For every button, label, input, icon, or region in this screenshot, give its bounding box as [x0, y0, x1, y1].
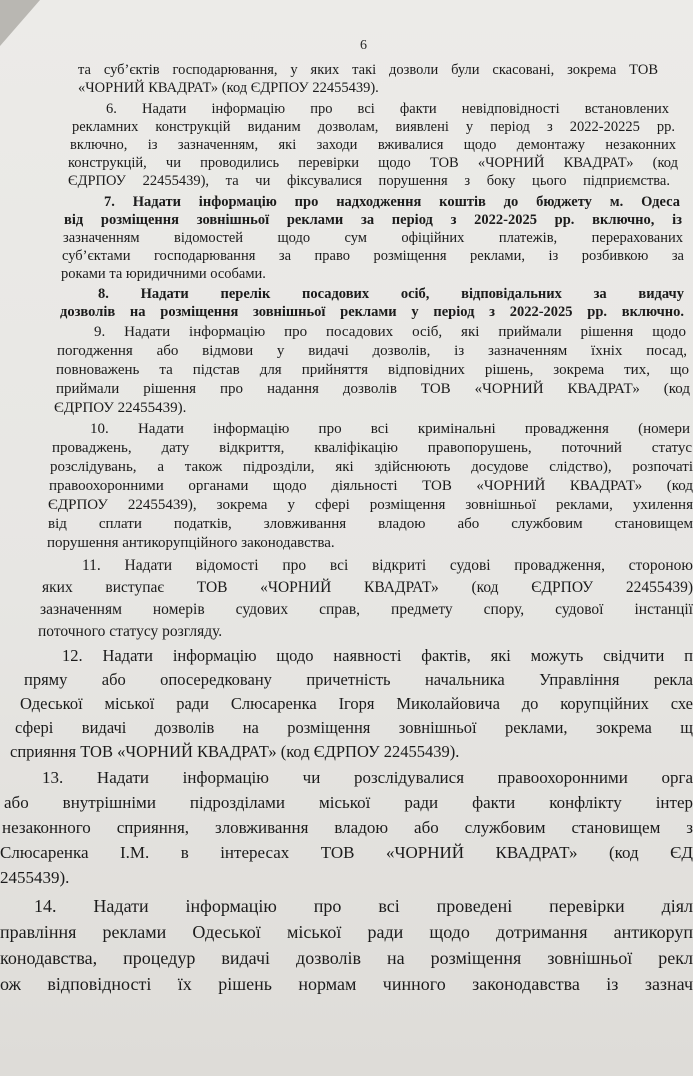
line-24: ЄДРПОУ 22455439), зокрема у сфері розміщення зовнішньої реклами, ухилення — [48, 497, 693, 513]
line-28: яких виступає ТОВ «ЧОРНИЙ КВАДРАТ» (код ЄДРПОУ 22455439) — [42, 579, 693, 596]
line-12: роками та юридичними особами. — [61, 266, 266, 282]
line-27: 11. Надати відомості про всі відкриті судові провадження, стороною — [82, 557, 693, 574]
line-26: порушення антикорупційного законодавства. — [47, 535, 335, 551]
line-34: сфері видачі дозволів на розміщення зовнішньої реклами, зокрема щ — [15, 718, 693, 737]
line-36: 13. Надати інформацію чи розслідувалися правоохоронними орга — [42, 768, 693, 787]
line-21: проваджень, дату відкриття, кваліфікацію правопорушень, поточний статус — [52, 440, 692, 456]
line-23: правоохоронними органами щодо діяльності ТОВ «ЧОРНИЙ КВАДРАТ» (код — [49, 478, 693, 494]
line-1: та суб’єктів господарювання, у яких такі дозволи були скасовані, зокрема ТОВ — [78, 62, 658, 78]
page-corner-shadow — [0, 0, 40, 46]
line-17: повноважень та підстав для прийняття відповідних рішень, зокрема тих, що — [56, 362, 689, 378]
line-29: зазначенням номерів судових справ, предмету спору, судової інстанції — [40, 601, 693, 618]
line-25: від сплати податків, зловживання владою або службовим становищем — [48, 516, 693, 532]
line-22: розслідувань, а також підрозділи, які здійснюють досудове слідство), розпочаті — [50, 459, 693, 475]
line-41: 14. Надати інформацію про всі проведені перевірки діял — [34, 896, 693, 916]
line-7: ЄДРПОУ 22455439), та чи фіксувалися порушення з боку цього підприємства. — [68, 173, 670, 189]
line-40: 2455439). — [0, 868, 70, 887]
line-31: 12. Надати інформацію щодо наявності фактів, які можуть свідчити п — [62, 646, 693, 665]
line-14: дозволів на розміщення зовнішньої реклами у період з 2022-2025 рр. включно. — [60, 304, 684, 320]
line-32: пряму або опосередковану причетність начальника Управління рекла — [24, 670, 693, 689]
line-43: конодавства, процедур видачі дозволів на розміщення зовнішньої рекл — [0, 948, 693, 968]
line-10: зазначенням відомостей щодо сум офіційних платежів, перерахованих — [63, 230, 683, 246]
page-number: 6 — [360, 38, 367, 53]
line-39: Слюсаренка І.М. в інтересах ТОВ «ЧОРНИЙ КВАДРАТ» (код ЄД — [0, 843, 693, 862]
line-37: або внутрішніми підрозділами міської ради факти конфлікту інтер — [4, 793, 693, 812]
line-19: ЄДРПОУ 22455439). — [54, 400, 187, 416]
line-15: 9. Надати інформацію про посадових осіб, які приймали рішення щодо — [94, 324, 686, 340]
line-16: погодження або відмови у видачі дозволів, із зазначенням їхніх посад, — [57, 343, 687, 359]
line-33: Одеської міської ради Слюсаренка Ігоря Миколайовича до корупційних схе — [20, 694, 693, 713]
line-5: включно, із зазначенням, які заходи вживалися щодо демонтажу незаконних — [70, 137, 676, 153]
line-9: від розміщення зовнішньої реклами за період з 2022-2025 рр. включно, із — [64, 212, 682, 228]
line-8: 7. Надати інформацію про надходження коштів до бюджету м. Одеса — [104, 194, 680, 210]
line-2: «ЧОРНИЙ КВАДРАТ» (код ЄДРПОУ 22455439). — [78, 80, 379, 96]
line-18: приймали рішення про надання дозволів ТОВ «ЧОРНИЙ КВАДРАТ» (код — [56, 381, 690, 397]
line-13: 8. Надати перелік посадових осіб, відповідальних за видачу — [98, 286, 684, 302]
line-11: суб’єктами господарювання за право розміщення реклами, із розбивкою за — [62, 248, 684, 264]
line-35: сприяння ТОВ «ЧОРНИЙ КВАДРАТ» (код ЄДРПОУ 22455439). — [10, 742, 460, 761]
line-6: конструкцій, чи проводились перевірки щодо ТОВ «ЧОРНИЙ КВАДРАТ» (код — [68, 155, 678, 171]
line-4: рекламних конструкцій виданим дозволам, виявлені у період з 2022-20225 рр. — [72, 119, 675, 135]
line-42: правління реклами Одеської міської ради щодо дотримання антикоруп — [0, 922, 693, 942]
line-20: 10. Надати інформацію про всі кримінальні провадження (номери — [90, 421, 690, 437]
line-38: незаконного сприяння, зловживання владою або службовим становищем з — [2, 818, 693, 837]
line-30: поточного статусу розгляду. — [38, 623, 223, 640]
line-3: 6. Надати інформацію про всі факти невідповідності встановлених — [106, 101, 669, 117]
line-44: ож відповідності їх рішень нормам чинного законодавства із зазнач — [0, 974, 693, 994]
